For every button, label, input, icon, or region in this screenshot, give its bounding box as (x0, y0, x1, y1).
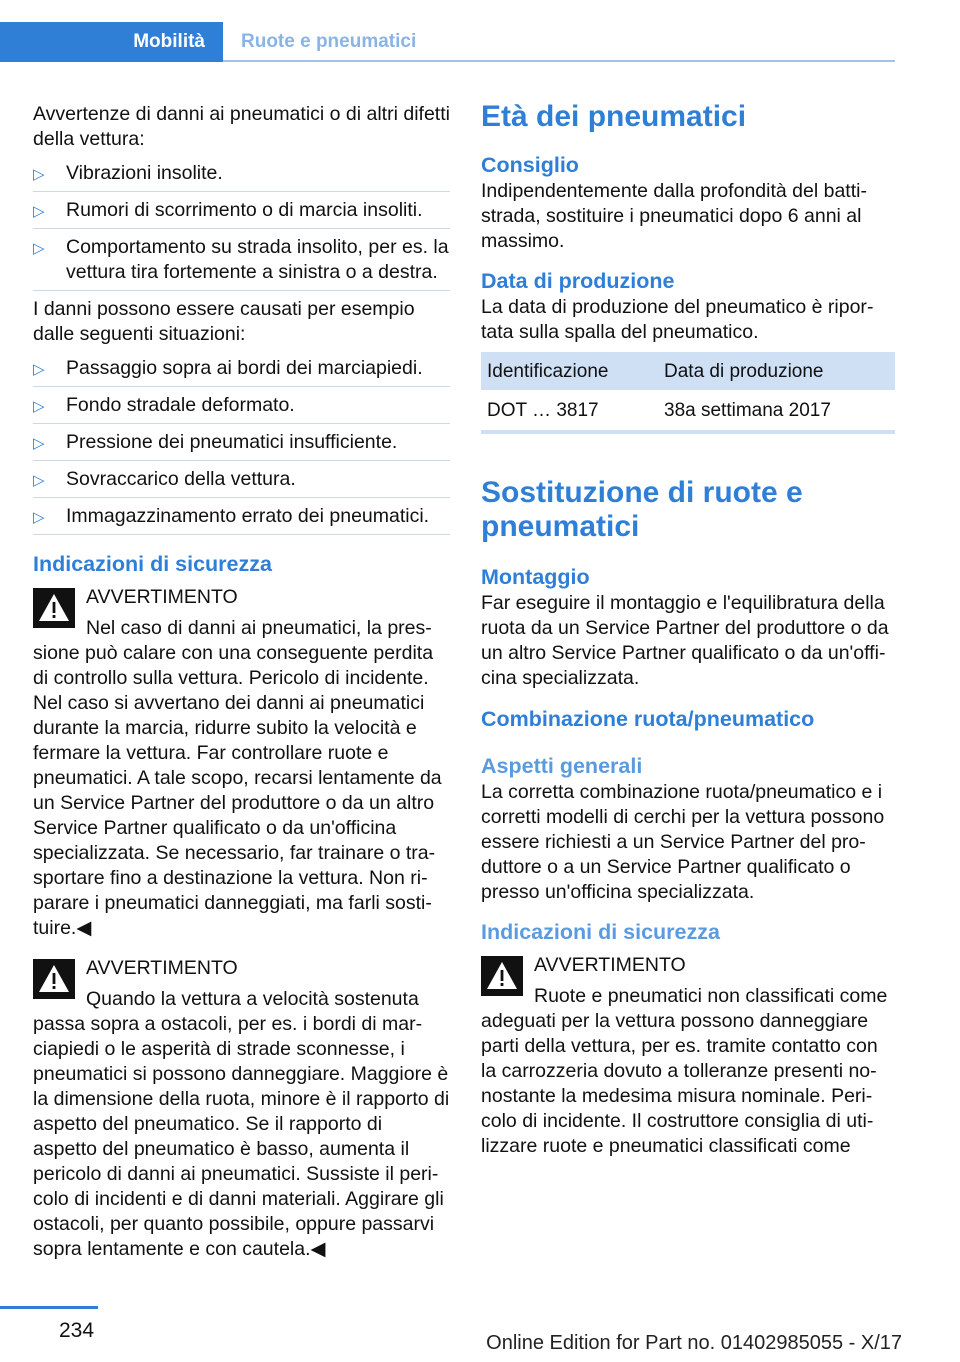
list-item (33, 393, 450, 424)
combo-heading: Combinazione ruota/pneumatico (481, 707, 815, 731)
warning-triangle-icon (33, 588, 75, 628)
warning-body-1: Nel caso di danni ai pneumatici, la pressione può calare con una conseguente perdita di controllo sulla vettura. Pericolo di incidente. Nel caso si avvertano dei danni ai pneumatici durante la marcia, ridurre subito la velocità e fermare la vettura. Far controllare ruote e pneumatici. A tale scopo, recarsi lentamente da un Service Partner del produttore o da un altro Service Partner qualificato o da un'officina specializzata. Se necessario, far trainare o trasportare fino a destinazione la vettura. Non riparare i pneumatici danneggiati, ma farli sostituire.◀ (33, 617, 442, 939)
triangle-right-icon: ▷ (33, 166, 45, 183)
triangle-right-icon: ▷ (33, 361, 45, 378)
list-item (33, 430, 450, 461)
right-column (481, 100, 895, 1159)
list-item-text: Passaggio sopra ai bordi dei marciapiedi. (66, 357, 423, 379)
list-item-text: Rumori di scorrimento o di marcia insoliti. (66, 199, 423, 221)
warning-body-3: Ruote e pneumatici non classificati come adeguati per la vettura possono danneggiare parti della vettura, per es. tramite contatto con la carrozzeria dovuto a tolleranze presenti nonostante la medesima misura nominale. Pericolo di incidente. Il costruttore consiglia di utilizzare ruote e pneumatici classificati come (481, 985, 888, 1157)
warning-block-1 (33, 585, 450, 941)
warning-label-2: AVVERTIMENTO (86, 957, 238, 979)
list-item (33, 161, 450, 192)
intro-text: Avvertenze di danni ai pneumatici o di altri difetti della vettura: (33, 103, 450, 150)
triangle-right-icon: ▷ (33, 240, 45, 257)
safety-heading-right: Indicazioni di sicurezza (481, 920, 720, 944)
subsection-title: Ruote e pneumatici (241, 31, 417, 52)
advice-text: Indipendentemente dalla profondità del battistrada, sostituire i pneumatici dopo 6 anni al massimo. (481, 180, 867, 252)
triangle-right-icon: ▷ (33, 509, 45, 526)
list-item-text: Fondo stradale deformato. (66, 394, 295, 416)
triangle-right-icon: ▷ (33, 472, 45, 489)
list-item (33, 356, 450, 387)
safety-heading-left: Indicazioni di sicurezza (33, 552, 272, 576)
left-column (33, 102, 450, 1262)
list-item-text: Immagazzinamento errato dei pneumatici. (66, 505, 430, 527)
table-header-cell: Identificazione (481, 352, 658, 390)
causes-list (33, 356, 450, 535)
warning-text-1 (33, 616, 450, 941)
signs-list (33, 161, 450, 291)
warning-triangle-icon (481, 956, 523, 996)
list-item-text: Pressione dei pneumatici insufficiente. (66, 431, 398, 453)
table-row (481, 390, 895, 432)
list-item-text: Vibrazioni insolite. (66, 162, 223, 184)
warning-triangle-icon (33, 959, 75, 999)
warning-body-2: Quando la vettura a velocità sostenuta passa sopra a ostacoli, per es. i bordi di marciapiedi o le asperità di strade sconnesse, i pneumatici si possono danneggiare. Maggiore è la dimensione della ruota, minore è il rapporto di aspetto del pneumatico. Se il rapporto di aspetto del pneumatico è basso, aumenta il pericolo di danni ai pneumatici. Sussiste il pericolo di incidenti e di danni materiali. Aggirare gli ostacoli, per quanto possibile, oppure passarvi sopra lentamente e con cautela.◀ (33, 988, 450, 1260)
section-title: Mobilità (133, 31, 205, 52)
general-heading: Aspetti generali (481, 754, 643, 778)
triangle-right-icon: ▷ (33, 435, 45, 452)
page-header (0, 22, 895, 62)
production-heading: Data di produzione (481, 269, 675, 293)
list-item (33, 198, 450, 229)
warning-label-3: AVVERTIMENTO (534, 954, 686, 976)
production-table (481, 352, 895, 434)
warning-label-1: AVVERTIMENTO (86, 586, 238, 608)
production-text: La data di produzione del pneumatico è riportata sulla spalla del pneumatico. (481, 296, 874, 343)
table-header-row (481, 352, 895, 390)
triangle-right-icon: ▷ (33, 398, 45, 415)
table-header-cell: Data di produzione (658, 352, 895, 390)
warning-block-2 (33, 956, 450, 1262)
section-tab (0, 22, 223, 62)
advice-heading: Consiglio (481, 153, 579, 177)
causes-intro: I danni possono essere causati per esempio dalle seguenti situazioni: (33, 298, 415, 345)
warning-block-3 (481, 953, 895, 1159)
list-item (33, 467, 450, 498)
triangle-right-icon: ▷ (33, 203, 45, 220)
table-cell: DOT … 3817 (481, 390, 658, 432)
mount-heading: Montaggio (481, 565, 590, 589)
list-item-text: Sovraccarico della vettura. (66, 468, 296, 490)
table-cell: 38a settimana 2017 (658, 390, 895, 432)
footer-divider (0, 1306, 98, 1309)
edition-note: Online Edition for Part no. 01402985055 - X/17 (486, 1332, 902, 1354)
warning-text-2 (33, 987, 450, 1262)
header-divider (223, 60, 895, 62)
warning-text-3 (481, 984, 895, 1159)
list-item-text: Comportamento su strada insolito, per es. la vettura tira fortemente a sinistra o a destra. (66, 236, 449, 283)
list-item (33, 504, 450, 535)
replace-title: Sostituzione di ruote e pneumatici (481, 476, 803, 543)
general-text: La corretta combinazione ruota/pneumatico e i corretti modelli di cerchi per la vettura possono essere richiesti a un Service Partner del produttore o a un Service Partner qualificato o presso un'officina specializzata. (481, 781, 885, 903)
mount-text: Far eseguire il montaggio e l'equilibratura della ruota da un Service Partner del produttore o da un altro Service Partner qualificato o da un'officina specializzata. (481, 592, 889, 689)
age-title: Età dei pneumatici (481, 100, 747, 133)
page-number: 234 (59, 1319, 95, 1342)
list-item (33, 235, 450, 291)
